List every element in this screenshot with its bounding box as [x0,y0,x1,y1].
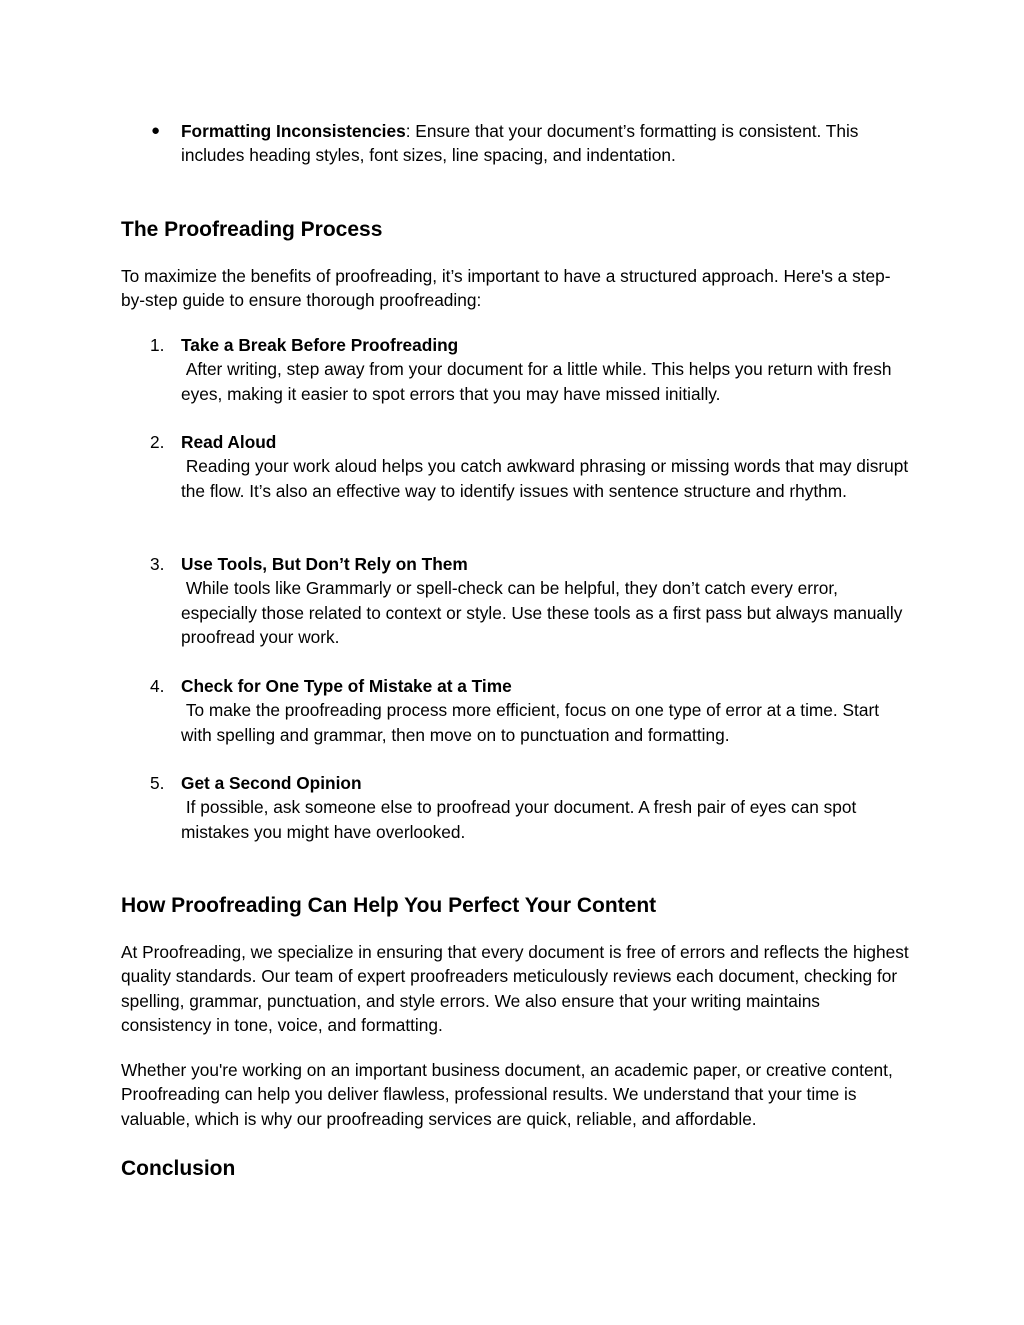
step-number: 1. [150,335,165,355]
step-description: If possible, ask someone else to proofread your document. A fresh pair of eyes can spot mistakes you might have overlooked. [181,797,857,842]
heading-proofreading-process: The Proofreading Process [121,218,383,241]
step-body [181,552,911,650]
bullet-text: : Ensure that your document’s formatting is consistent. This includes heading styles, font sizes, line spacing, and indentation. [181,121,859,166]
step-description: While tools like Grammarly or spell-check can be helpful, they don’t catch every error, especially those related to context or style. Use these tools as a first pass but always manually proofread your work. [181,578,903,648]
step-body [181,674,911,747]
step-number: 4. [150,676,165,696]
bullet-body [181,119,911,168]
step-title: Take a Break Before Proofreading [181,335,459,355]
step-number: 3. [150,554,165,574]
step-number: 5. [150,773,165,793]
step-body [181,430,911,503]
step-description: To make the proofreading process more efficient, focus on one type of error at a time. Start with spelling and grammar, then move on to punctuation and formatting. [181,700,880,745]
step-body [181,771,911,844]
step-title: Check for One Type of Mistake at a Time [181,676,512,696]
step-title: Read Aloud [181,432,277,452]
help-paragraph-1: At Proofreading, we specialize in ensuring that every document is free of errors and reflects the highest quality standards. Our team of expert proofreaders meticulously reviews each document, checking for spelling, grammar, punctuation, and style errors. We also ensure that your writing maintains consistency in tone, voice, and formatting. [121,942,909,1036]
heading-conclusion: Conclusion [121,1157,236,1180]
step-body [181,333,911,406]
step-number: 2. [150,432,165,452]
process-intro: To maximize the benefits of proofreading, it’s important to have a structured approach. Here's a step-by-step guide to ensure thorough proofreading: [121,266,891,311]
bullet-marker: ● [151,122,161,139]
step-description: After writing, step away from your document for a little while. This helps you return with fresh eyes, making it easier to spot errors that you may have missed initially. [181,359,892,404]
step-title: Use Tools, But Don’t Rely on Them [181,554,468,574]
step-description: Reading your work aloud helps you catch awkward phrasing or missing words that may disrupt the flow. It’s also an effective way to identify issues with sentence structure and rhythm. [181,456,909,501]
bullet-term: Formatting Inconsistencies [181,121,406,141]
help-paragraph-2: Whether you're working on an important business document, an academic paper, or creative content, Proofreading can help you deliver flawless, professional results. We understand that your time is valuable, which is why our proofreading services are quick, reliable, and affordable. [121,1060,893,1129]
heading-how-proofreading-helps: How Proofreading Can Help You Perfect Your Content [121,894,657,917]
step-title: Get a Second Opinion [181,773,362,793]
